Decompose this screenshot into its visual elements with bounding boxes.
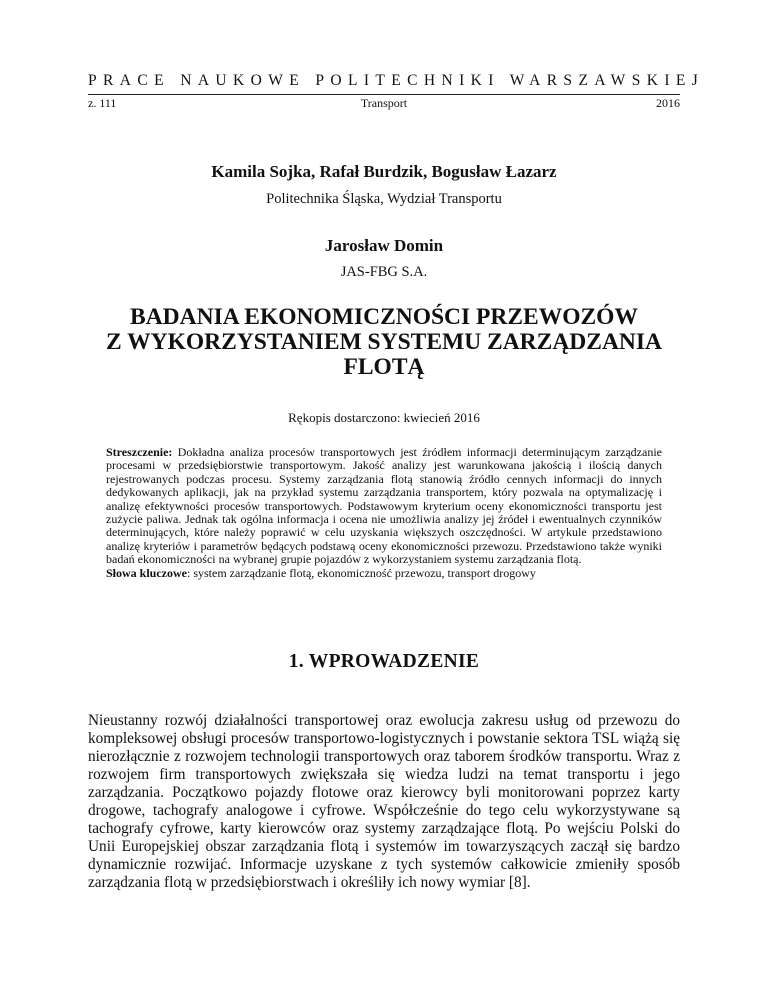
title-line-2: Z WYKORZYSTANIEM SYSTEMU ZARZĄDZANIA [105,329,663,355]
keywords-label: Słowa kluczowe [106,565,187,580]
series-name: Transport [360,96,408,110]
paper-title [0,305,768,380]
intro-paragraph: Nieustanny rozwój działalności transportowej oraz ewolucja zakresu usług od przewozu do kompleksowej obsługi procesów transportowo-logistycznych i powstanie sektora TSL wiążą się nierozłącznie z rozwojem technologii transportowych oraz taborem środków transportu. Wraz z rozwojem firm transportowych zwiększała się wiedza ludzi na temat transportu i jego zarządzania. Początkowo pojazdy flotowe oraz kierowcy byli monitorowani poprzez karty drogowe, tachografy analogowe i cyfrowe. Współcześnie do tego celu wykorzystywane są tachografy cyfrowe, karty kierowców oraz systemy zarządzające flotą. Po wejściu Polski do Unii Europejskiej obszar zarządzania flotą i systemów im towarzyszących zaczął się bardzo dynamicznie rozwijać. Informacje uzyskane z tych systemów całkowicie zmieniły sposób zarządzania flotą w przedsiębiorstwach i określiły ich nowy wymiar [8]. [88,712,680,891]
publication-year: 2016 [656,96,680,110]
authors-primary: Kamila Sojka, Rafał Burdzik, Bogusław Łazarz [211,162,557,181]
volume-number: z. 111 [88,96,117,110]
section-heading: 1. WPROWADZENIE [288,651,480,672]
journal-name: PRACE NAUKOWE POLITECHNIKI WARSZAWSKIEJ [88,72,705,89]
title-line-3: FLOTĄ [343,354,425,380]
abstract [106,446,662,580]
keywords-text: : system zarządzanie flotą, ekonomiczność przewozu, transport drogowy [187,565,536,580]
authors-secondary: Jarosław Domin [324,236,444,255]
abstract-text: Dokładna analiza procesów transportowych jest źródłem informacji determinującym zarządzanie procesami w przedsiębiorstwie transportowym. Jakość analizy jest warunkowana jakością i ilością danych rejestrowanych podczas procesu. Systemy zarządzania flotą stanowią źródło cennych informacji do innych dedykowanych aplikacji, jak na przykład systemu zarządzania transportem, który pozwala na optymalizację i analizę efektywności procesów transportowych. Podstawowym kryterium oceny ekonomiczności transportu jest zużycie paliwa. Jednak tak ogólna informacja i ocena nie umożliwia analizy jej źródeł i ewentualnych czynników determinujących, które należy poprawić w celu uzyskania większych oszczędności. W artykule przedstawiono analizę kryteriów i parametrów będących podstawą oceny ekonomiczności przewozu. Przedstawiono także wyniki badań ekonomiczności na wybranej grupie pojazdów z wykorzystaniem systemu zarządzania flotą. [106,445,662,567]
abstract-label: Streszczenie: [106,445,173,459]
affiliation-secondary: JAS-FBG S.A. [340,264,428,280]
received-date: Rękopis dostarczono: kwiecień 2016 [288,410,480,425]
title-line-1: BADANIA EKONOMICZNOŚCI PRZEWOZÓW [130,304,638,330]
header-rule [88,94,680,95]
affiliation-primary: Politechnika Śląska, Wydział Transportu [266,191,502,207]
